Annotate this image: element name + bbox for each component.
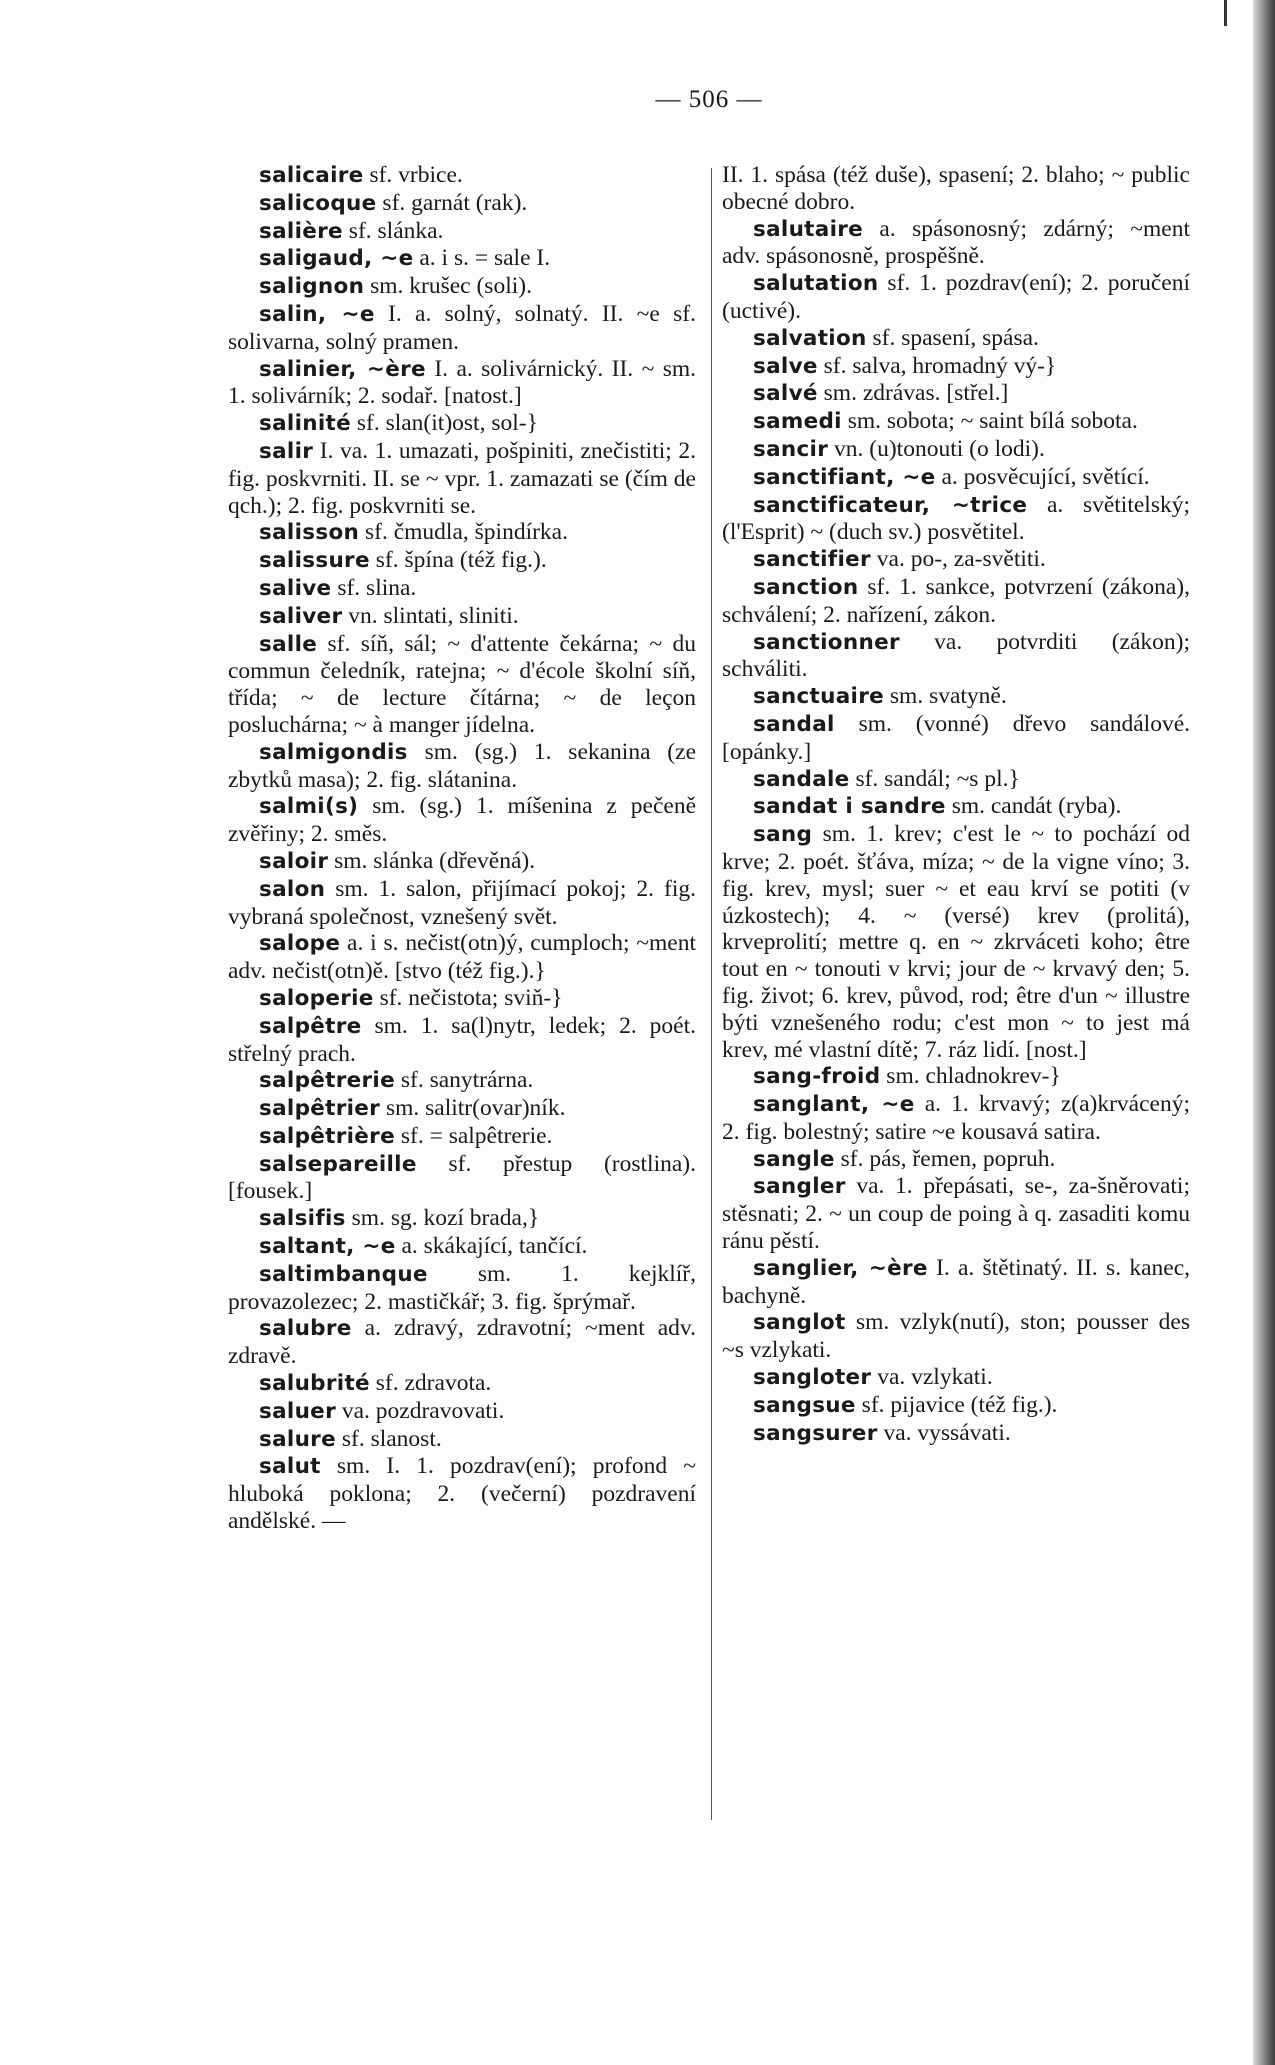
dictionary-entry xyxy=(722,270,1190,325)
dictionary-entry xyxy=(722,1309,1190,1364)
entry-definition: va. 1. přepásati, se-, za-šněrovati; stěsnati; 2. ~ un coup de poing à q. zasaditi komu ránu pěstí. xyxy=(722,1173,1190,1255)
entry-headword: salignon xyxy=(259,274,365,300)
entry-definition: sm. candát (ryba). xyxy=(945,793,1122,820)
dictionary-entry xyxy=(228,162,696,190)
entry-headword: salve xyxy=(753,353,818,379)
entry-definition: a. posvěcující, světící. xyxy=(935,463,1150,490)
entry-definition: va. vyssávati. xyxy=(877,1419,1011,1446)
dictionary-entry xyxy=(722,408,1190,436)
entry-definition: sf. pás, řemen, popruh. xyxy=(834,1145,1056,1172)
entry-headword: sanctifiant, ~e xyxy=(753,464,936,490)
entry-headword: salutation xyxy=(753,271,879,297)
dictionary-entry xyxy=(722,683,1190,711)
dictionary-entry xyxy=(722,1063,1190,1091)
dictionary-entry xyxy=(228,876,696,931)
left-column xyxy=(228,162,696,1535)
entry-headword: saltimbanque xyxy=(259,1261,428,1287)
entry-definition: a. spásonosný; zdárný; ~ment adv. spásonosně, prospěšně. xyxy=(722,215,1190,270)
dictionary-entry xyxy=(228,848,696,876)
entry-headword: salubre xyxy=(259,1316,352,1342)
dictionary-entry xyxy=(228,930,696,985)
entry-definition: sf. slanost. xyxy=(335,1425,442,1452)
entry-definition: I. a. štětinatý. II. s. kanec, bachyně. xyxy=(722,1254,1190,1309)
dictionary-entry xyxy=(722,1173,1190,1254)
entry-headword: sancir xyxy=(753,436,829,462)
dictionary-entry xyxy=(228,519,696,547)
entry-definition: sm. 1. salon, přijímací pokoj; 2. fig. vybraná společnost, vznešený svět. xyxy=(228,875,696,930)
entry-headword: sanction xyxy=(753,574,859,600)
dictionary-entry xyxy=(722,1420,1190,1448)
entry-headword: salmi(s) xyxy=(259,794,359,820)
dictionary-entry xyxy=(228,547,696,575)
dictionary-entry xyxy=(228,1233,696,1261)
entry-definition: II. 1. spása (též duše), spasení; 2. blaho; ~ public obecné dobro. xyxy=(722,162,1190,215)
entry-headword: sanglant, ~e xyxy=(753,1092,915,1118)
dictionary-entry xyxy=(228,245,696,273)
entry-definition: sm. vzlyk(nutí), ston; pousser des ~s vzlykati. xyxy=(722,1309,1190,1364)
dictionary-entry xyxy=(228,356,696,411)
page-number: — 506 — xyxy=(655,86,763,113)
entry-headword: sandal xyxy=(753,711,835,737)
entry-headword: saloperie xyxy=(259,985,374,1011)
entry-definition: sf. zdravota. xyxy=(369,1370,492,1397)
dictionary-entry xyxy=(228,1453,696,1534)
entry-definition: va. vzlykati. xyxy=(871,1364,993,1391)
right-column xyxy=(722,162,1190,1447)
entry-definition: sm. sg. kozí brada,} xyxy=(345,1205,540,1232)
entry-definition: sf. = salpêtrerie. xyxy=(394,1122,553,1149)
entry-definition: sf. salva, hromadný vý-} xyxy=(817,352,1057,379)
dictionary-entry xyxy=(228,1123,696,1151)
dictionary-entry xyxy=(228,1151,696,1206)
entry-headword: salubrité xyxy=(259,1371,370,1397)
entry-definition: sm. zdrávas. [střel.] xyxy=(817,380,1009,407)
dictionary-entry xyxy=(722,464,1190,492)
entry-definition: sm. salitr(ovar)ník. xyxy=(380,1095,566,1122)
entry-definition: sm. 1. krev; c'est le ~ to pochází od krve; 2. poét. šťáva, míza; ~ de la vigne víno; 3. fig. krev, mysl; suer ~ et eau krví se potiti (v úzkostech); 4. ~ (versé) krev (prolitá), krveprolití; mettre q. en ~ zkrváceti koho; être tout en ~ tonouti v krvi; jour de ~ krvavý den; 5. fig. život; 6. krev, původ, rod; être d'un ~ illustre býti vznešeného rodu; c'est mon ~ to jest má krev, mé vlastní dítě; 7. ráz lidí. [nost.] xyxy=(722,821,1190,1063)
entry-definition: sf. 1. sankce, potvrzení (zákona), schválení; 2. nařízení, zákon. xyxy=(722,573,1190,628)
entry-headword: salir xyxy=(259,438,314,464)
entry-headword: salinité xyxy=(259,411,351,437)
dictionary-entry xyxy=(722,793,1190,821)
entry-headword: salpêtre xyxy=(259,1013,362,1039)
dictionary-entry xyxy=(228,1067,696,1095)
entry-headword: salicaire xyxy=(259,163,364,188)
entry-headword: saloir xyxy=(259,848,329,874)
entry-headword: saluer xyxy=(259,1398,336,1424)
entry-definition: a. 1. krvavý; z(a)krvácený; 2. fig. bolestný; satire ~e kousavá satira. xyxy=(722,1091,1191,1145)
entry-definition: va. pozdravovati. xyxy=(335,1397,505,1424)
entry-headword: salissure xyxy=(259,548,370,574)
entry-definition: sm. (sg.) 1. míšenina z pečeně zvěřiny; 2. směs. xyxy=(228,793,696,848)
dictionary-entry xyxy=(722,711,1190,766)
entry-headword: sang-froid xyxy=(753,1064,881,1090)
entry-definition: a. světitelský; (l'Esprit) ~ (duch sv.) posvětitel. xyxy=(722,491,1190,546)
dictionary-entry xyxy=(722,162,1190,216)
dictionary-entry xyxy=(228,438,696,519)
entry-definition: sf. čmudla, špindírka. xyxy=(359,519,568,546)
entry-headword: sanctionner xyxy=(753,629,900,655)
entry-headword: sanctuaire xyxy=(753,684,885,710)
dictionary-entry xyxy=(228,273,696,301)
entry-definition: sf. nečistota; sviň-} xyxy=(373,984,563,1011)
entry-headword: salope xyxy=(259,931,341,957)
dictionary-entry xyxy=(228,301,696,356)
entry-definition: sm. slánka (dřevěná). xyxy=(328,847,536,874)
dictionary-entry xyxy=(722,216,1190,271)
entry-definition: sf. spasení, spása. xyxy=(866,324,1039,351)
dictionary-entry xyxy=(228,1315,696,1370)
entry-definition: vn. slintati, sliniti. xyxy=(342,602,519,629)
entry-definition: sf. slánka. xyxy=(342,217,444,244)
entry-definition: sf. pijavice (též fig.). xyxy=(855,1391,1058,1418)
dictionary-entry xyxy=(228,218,696,246)
entry-definition: a. i s. nečist(otn)ý, cumploch; ~ment adv. nečist(otn)ě. [stvo (též fig.).} xyxy=(228,930,696,985)
entry-definition: sm. chladnokrev-} xyxy=(880,1063,1061,1090)
entry-headword: sanglot xyxy=(753,1310,846,1336)
entry-definition: sm. krušec (soli). xyxy=(364,273,532,300)
entry-headword: salive xyxy=(259,575,332,601)
dictionary-entry xyxy=(722,492,1190,547)
entry-headword: salure xyxy=(259,1426,336,1452)
entry-definition: a. zdravý, zdravotní; ~ment adv. zdravě. xyxy=(228,1315,696,1370)
entry-headword: salin, ~e xyxy=(259,301,375,327)
dictionary-entry xyxy=(722,574,1190,629)
entry-headword: sandale xyxy=(753,766,850,792)
dictionary-entry xyxy=(722,353,1190,381)
entry-headword: salpêtrier xyxy=(259,1096,381,1122)
dictionary-entry xyxy=(228,410,696,438)
entry-definition: sf. 1. pozdrav(ení); 2. poručení (uctivé). xyxy=(722,270,1190,324)
entry-definition: I. va. 1. umazati, pošpiniti, znečistiti; 2. fig. poskvrniti. II. se ~ vpr. 1. zamazati se (čím de qch.); 2. fig. poskvrniti se. xyxy=(228,437,696,519)
entry-headword: sangler xyxy=(753,1174,846,1200)
dictionary-entry xyxy=(228,603,696,631)
dictionary-entry xyxy=(228,985,696,1013)
entry-headword: salsifis xyxy=(259,1206,346,1232)
entry-headword: salvé xyxy=(753,381,818,407)
entry-headword: sandat i sandre xyxy=(753,794,946,820)
entry-headword: salpêtrerie xyxy=(259,1068,395,1094)
entry-definition: sf. vrbice. xyxy=(363,162,463,188)
entry-headword: sangloter xyxy=(753,1365,872,1391)
dictionary-entry xyxy=(228,190,696,218)
dictionary-entry xyxy=(722,436,1190,464)
entry-definition: sf. sandál; ~s pl.} xyxy=(849,765,1020,792)
dictionary-entry xyxy=(228,575,696,603)
entry-headword: salpêtrière xyxy=(259,1123,395,1149)
entry-definition: sf. sanytrárna. xyxy=(394,1067,534,1094)
dictionary-entry xyxy=(228,1095,696,1123)
dictionary-entry xyxy=(228,739,696,794)
dictionary-entry xyxy=(722,325,1190,353)
column-rule xyxy=(711,168,712,1820)
entry-definition: sm. (vonné) dřevo sandálové. [opánky.] xyxy=(722,710,1190,765)
entry-headword: salutaire xyxy=(753,216,864,242)
entry-definition: sm. 1. kejklíř, provazolezec; 2. mastičkář; 3. fig. šprýmař. xyxy=(228,1260,696,1315)
entry-headword: samedi xyxy=(753,409,842,435)
entry-headword: saltant, ~e xyxy=(259,1234,396,1260)
entry-definition: sf. přestup (rostlina). [fousek.] xyxy=(228,1150,696,1205)
entry-definition: sf. síň, sál; ~ d'attente čekárna; ~ du commun čeledník, ratejna; ~ d'école školní síň, třída; ~ de lecture čítárna; ~ de leçon posluchárna; ~ à manger jídelna. xyxy=(228,630,696,738)
dictionary-entry xyxy=(722,766,1190,794)
entry-definition: sm. (sg.) 1. sekanina (ze zbytků masa); 2. fig. slátanina. xyxy=(228,738,696,793)
dictionary-entry xyxy=(722,1392,1190,1420)
entry-headword: sanctificateur, ~trice xyxy=(753,492,1028,518)
entry-definition: sf. slan(it)ost, sol-} xyxy=(350,410,538,437)
entry-definition: va. potvrditi (zákon); schváliti. xyxy=(722,628,1190,683)
entry-headword: sanctifier xyxy=(753,547,871,573)
entry-headword: sangsurer xyxy=(753,1420,878,1446)
dictionary-entry xyxy=(228,1205,696,1233)
dictionary-entry xyxy=(722,380,1190,408)
dictionary-entry xyxy=(722,546,1190,574)
entry-definition: sm. sobota; ~ saint bílá sobota. xyxy=(841,408,1138,435)
entry-definition: sf. garnát (rak). xyxy=(376,189,528,216)
dictionary-entry xyxy=(722,1255,1190,1310)
entry-headword: sangle xyxy=(753,1146,835,1172)
entry-definition: sm. 1. sa(l)nytr, ledek; 2. poét. střelný prach. xyxy=(228,1012,696,1067)
entry-headword: salle xyxy=(259,631,318,657)
entry-headword: sanglier, ~ère xyxy=(753,1255,928,1281)
entry-headword: salon xyxy=(259,876,326,902)
dictionary-entry xyxy=(228,1013,696,1068)
entry-headword: sang xyxy=(753,822,813,848)
entry-headword: saliver xyxy=(259,603,343,629)
entry-headword: salisson xyxy=(259,520,360,546)
entry-definition: sm. svatyně. xyxy=(884,683,1007,710)
dictionary-entry xyxy=(228,1370,696,1398)
dictionary-entry xyxy=(228,793,696,848)
dictionary-entry xyxy=(722,821,1190,1063)
entry-headword: salicoque xyxy=(259,190,377,216)
dictionary-entry xyxy=(228,1426,696,1454)
entry-definition: a. skákající, tančící. xyxy=(395,1233,588,1260)
entry-definition: a. i s. = sale I. xyxy=(413,245,551,272)
dictionary-entry xyxy=(722,1146,1190,1174)
entry-definition: sf. slina. xyxy=(331,574,417,601)
entry-headword: salut xyxy=(259,1454,321,1480)
entry-headword: saligaud, ~e xyxy=(259,246,414,272)
entry-headword: salière xyxy=(259,218,343,244)
entry-definition: sm. I. 1. pozdrav(ení); profond ~ hluboká poklona; 2. (večerní) pozdravení andělské. — xyxy=(228,1453,696,1535)
entry-headword: salsepareille xyxy=(259,1151,417,1177)
entry-definition: va. po-, za-světiti. xyxy=(870,546,1046,573)
entry-headword: salinier, ~ère xyxy=(259,356,426,382)
dictionary-entry xyxy=(722,1091,1190,1146)
dictionary-entry xyxy=(722,1364,1190,1392)
dictionary-entry xyxy=(228,631,696,739)
entry-definition: sf. špína (též fig.). xyxy=(369,547,547,574)
entry-headword: salmigondis xyxy=(259,739,408,765)
scan-mark xyxy=(1224,0,1227,26)
entry-headword: salvation xyxy=(753,325,867,351)
entry-definition: I. a. solivárnický. II. ~ sm. 1. solivárník; 2. sodař. [natost.] xyxy=(228,355,696,410)
dictionary-entry xyxy=(228,1261,696,1316)
dictionary-entry xyxy=(722,629,1190,684)
entry-definition: vn. (u)tonouti (o lodi). xyxy=(828,435,1045,462)
scan-edge xyxy=(1253,0,1275,2065)
dictionary-entry xyxy=(228,1398,696,1426)
entry-definition: I. a. solný, solnatý. II. ~e sf. solivarna, solný pramen. xyxy=(228,300,696,355)
entry-headword: sangsue xyxy=(753,1392,856,1418)
